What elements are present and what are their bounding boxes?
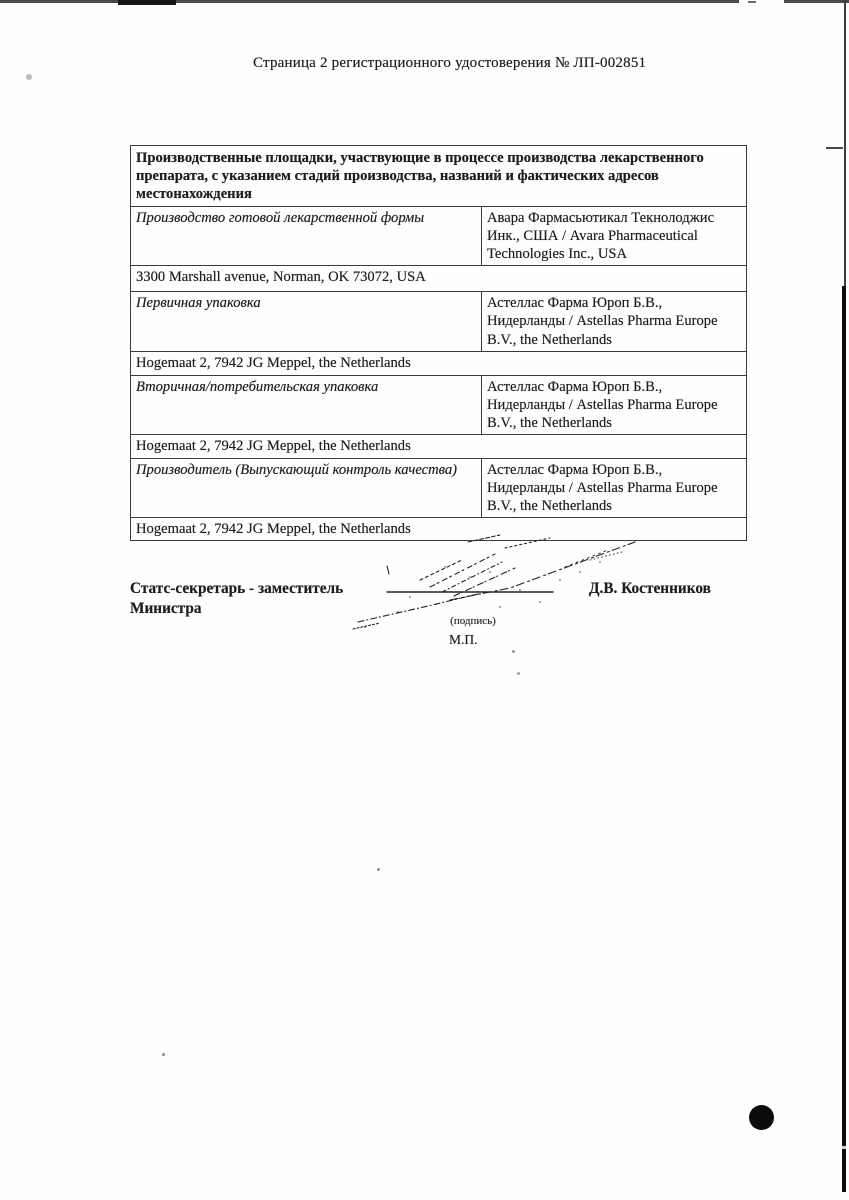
manufacturer-cell: Астеллас Фарма Юроп Б.В., Нидерланды / Astellas Pharma Europe B.V., the Netherlands [482,375,747,435]
scan-speck [517,672,520,675]
production-sites-table [130,145,747,541]
stage-cell: Производитель (Выпускающий контроль качества) [131,458,482,518]
scan-corner-dash [826,147,843,149]
scan-speck [377,868,380,871]
scan-edge-top-strip [0,0,739,3]
stage-cell: Первичная упаковка [131,292,482,352]
manufacturer-cell: Авара Фармасьютикал Текнолоджис Инк., США / Avara Pharmaceutical Technologies Inc., USA [482,206,747,266]
signature-caption: (подпись) [450,615,496,627]
scan-speck [512,650,515,653]
table-title-row [131,146,747,207]
scan-speck [26,74,32,80]
address-row [131,266,747,292]
table-title: Производственные площадки, участвующие в процессе производства лекарственного препарата, с указанием стадий производства, названий и фактических адресов местонахождения [131,146,747,207]
scan-edge-right-thin-line [844,0,846,286]
address-cell: Hogemaat 2, 7942 JG Meppel, the Netherlands [131,435,747,458]
seal-place-caption: М.П. [449,632,478,647]
scan-edge-top-dark-patch [118,0,176,5]
page-title: Страница 2 регистрационного удостоверения № ЛП-002851 [253,55,647,71]
manufacturer-cell: Астеллас Фарма Юроп Б.В., Нидерланды / Astellas Pharma Europe B.V., the Netherlands [482,458,747,518]
address-row [131,351,747,375]
table-row [131,375,747,435]
stage-cell: Производство готовой лекарственной формы [131,206,482,266]
scan-edge-top-fragment [784,0,849,3]
scan-edge-right-thick-line [842,286,846,1192]
manufacturer-cell: Астеллас Фарма Юроп Б.В., Нидерланды / Astellas Pharma Europe B.V., the Netherlands [482,292,747,352]
scan-edge-top-speck [748,1,756,3]
signer-post-title: Статс-секретарь - заместитель Министра [130,580,344,617]
scan-speck [162,1053,165,1056]
table-row [131,206,747,266]
table-row [131,292,747,352]
scan-edge-right-line-notch [842,1146,846,1149]
address-cell: Hogemaat 2, 7942 JG Meppel, the Netherlands [131,518,747,541]
signer-name: Д.В. Костенников [589,580,711,597]
address-cell: 3300 Marshall avenue, Norman, OK 73072, USA [131,266,747,292]
table-row [131,458,747,518]
black-dot-mark [749,1105,774,1130]
address-row [131,435,747,458]
stage-cell: Вторичная/потребительская упаковка [131,375,482,435]
address-cell: Hogemaat 2, 7942 JG Meppel, the Netherlands [131,351,747,375]
